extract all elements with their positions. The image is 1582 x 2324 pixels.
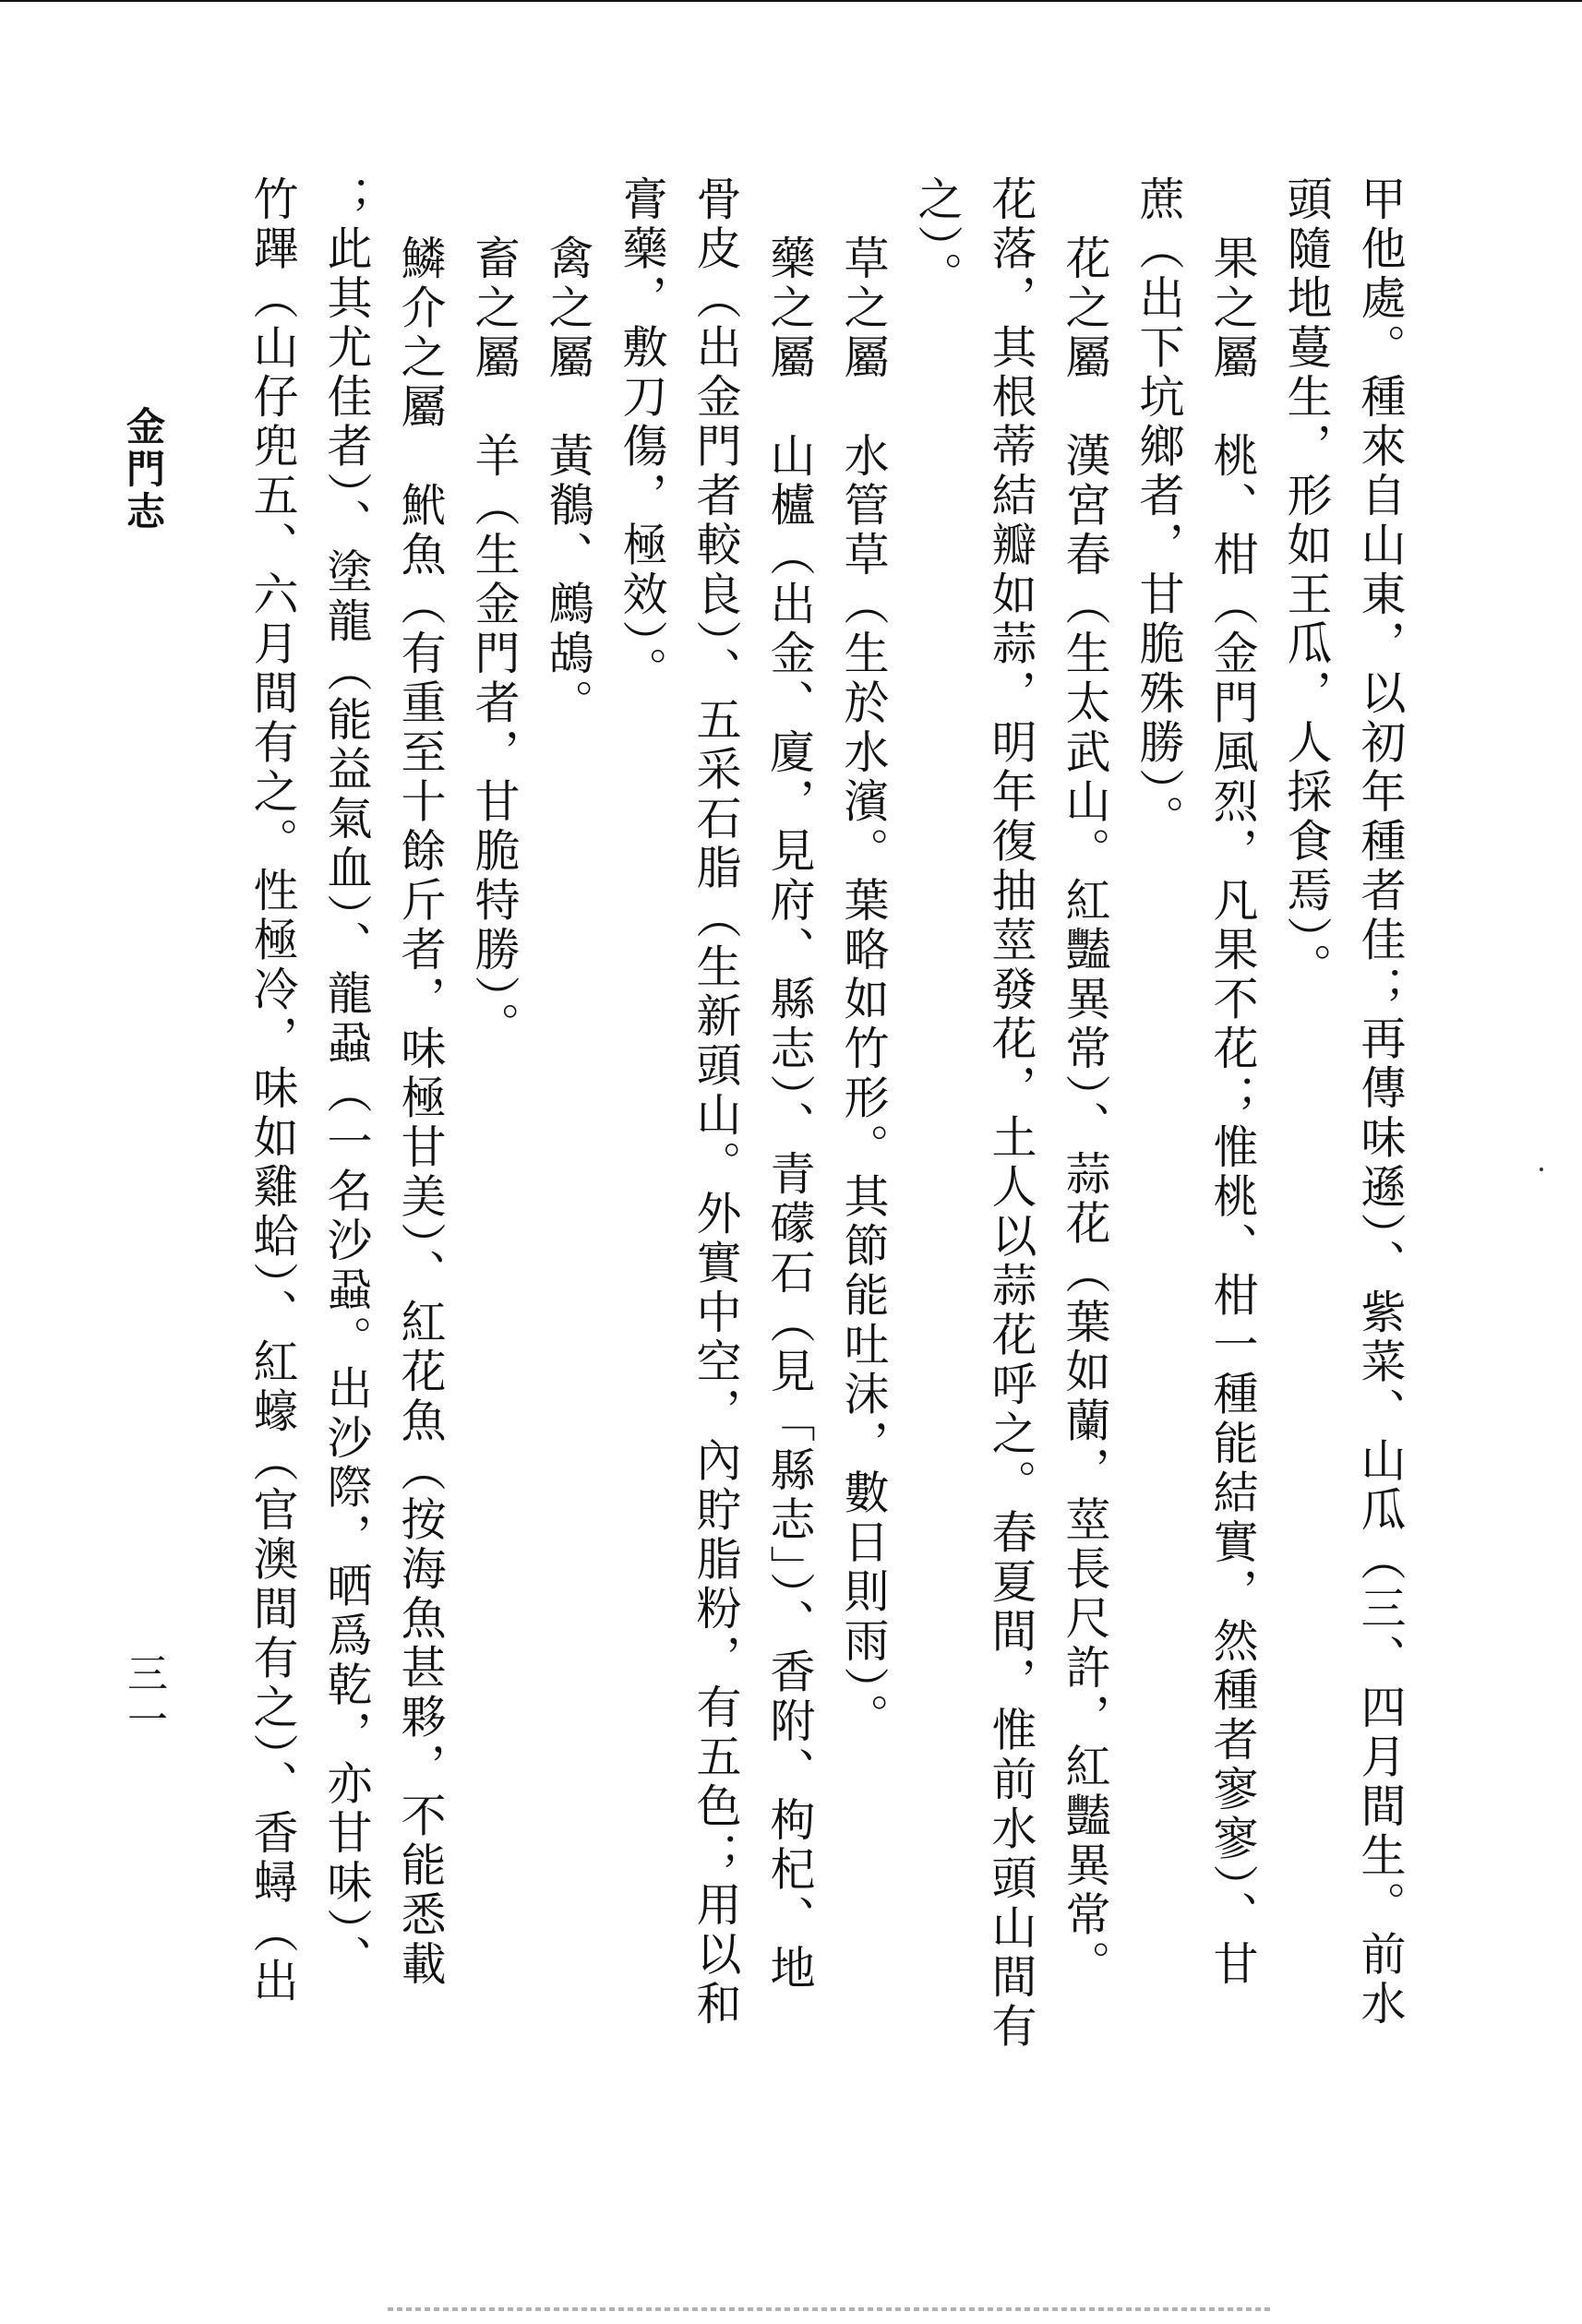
text-column-10: 骨皮（出金門者較良）、五采石脂（生新頭山。外實中空，內貯脂粉，有五色；用以和	[689, 175, 742, 2030]
text-column-13: 畜之屬 羊（生金門者，甘脆特勝）。	[468, 234, 521, 1051]
text-column-14: 鱗介之屬 鮘魚（有重至十餘斤者，味極甘美）、紅花魚（按海魚甚夥，不能悉載	[394, 234, 447, 1990]
text-column-4: 蔗（出下坑鄉者，甘脆殊勝）。	[1133, 175, 1185, 845]
text-column-6: 花落，其根蒂結瓣如蒜，明年復抽莖發花，土人以蒜花呼之。春夏間，惟前水頭山間有	[985, 175, 1037, 2052]
text-column-1: 甲他處。種來自山東，以初年種者佳；再傳味遜）、紫菜、山瓜（三、四月間生。前水	[1354, 175, 1407, 2030]
text-column-8: 草之屬 水管草（生於水濱。葉略如竹形。其節能吐沫，數日則雨）。	[837, 234, 890, 1743]
book-title-header: 金門志	[121, 406, 166, 533]
vertical-text-body	[198, 175, 1417, 2206]
text-column-12: 禽之屬 黃鶺、鷓鴣。	[542, 234, 594, 728]
text-column-16: 竹蹕（山仔兜五、六月間有之。性極冷，味如雞蛤）、紅蠔（官澳間有之）、香蟳（出	[246, 175, 299, 2007]
scan-speck	[1540, 1168, 1543, 1171]
text-column-15: ；此其尤佳者）、塗龍（能益氣血）、龍蝨（一名沙蝨。出沙際，晒爲乾，亦甘味）、	[320, 175, 373, 1984]
page-number: 三一	[120, 1652, 167, 1744]
text-column-5: 花之屬 漢宮春（生太武山。紅豔異常）、蒜花（葉如蘭，莖長尺許，紅豔異常。	[1059, 234, 1111, 1990]
text-column-7: 之）。	[911, 175, 964, 301]
scan-bottom-artifact	[388, 2307, 1274, 2311]
text-column-11: 膏藥，敷刀傷，極效）。	[616, 175, 668, 696]
top-border	[0, 0, 1582, 2]
text-column-3: 果之屬 桃、柑（金門風烈，凡果不花；惟桃、柑一種能結實，然種者寥寥）、甘	[1206, 234, 1259, 1990]
text-column-2: 頭隨地蔓生，形如王瓜，人採食焉）。	[1280, 175, 1333, 992]
text-column-9: 藥之屬 山櫨（出金、廈，見府、縣志）、青礞石（見「縣志」）、香附、枸杞、地	[763, 234, 816, 1994]
